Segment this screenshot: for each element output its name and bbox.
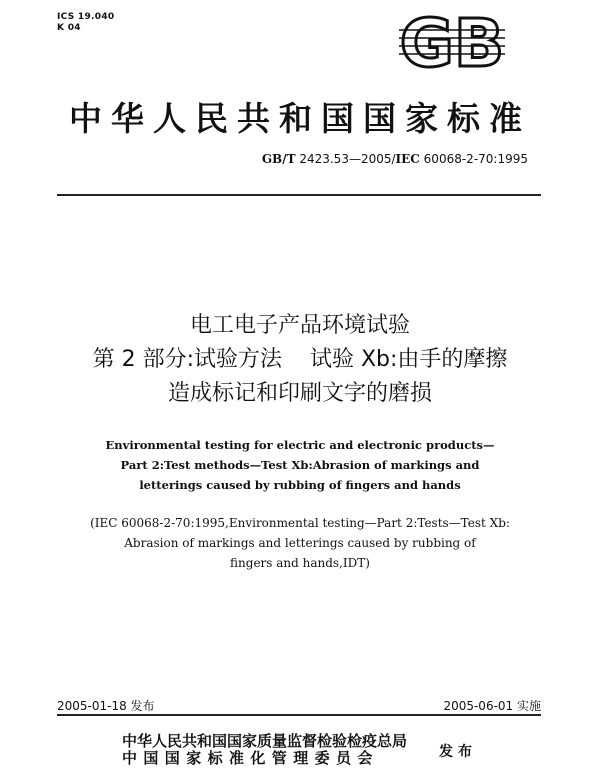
english-title-line-2: Part 2:Test methods—Test Xb:Abrasion of markings and [120, 458, 480, 472]
chinese-title [0, 309, 600, 411]
issuer-line-2: 中国国家标准化管理委员会 [122, 749, 379, 767]
issue-label: 发布 [439, 744, 477, 760]
standard-code-iec-number: 60068-2-70:1995 [419, 152, 528, 166]
issuing-authorities [122, 733, 407, 767]
national-standard-title: 中华人民共和国国家标准 [69, 99, 531, 138]
gb-logo [393, 12, 511, 74]
iec-note-line-2: Abrasion of markings and letterings caused by rubbing of [124, 536, 476, 550]
iec-note-line-3: fingers and hands,IDT) [230, 556, 370, 570]
english-title-line-1: Environmental testing for electric and electronic products— [105, 438, 495, 452]
standard-code-iec: IEC [395, 152, 420, 166]
publish-date: 2005-01-18 发布 [57, 699, 155, 713]
chinese-title-line-1: 电工电子产品环境试验 [189, 313, 410, 338]
gb-logo-text: GB [399, 12, 505, 74]
issuer-line-1: 中华人民共和国国家质量监督检验检疫总局 [122, 732, 408, 750]
classification-codes [57, 12, 114, 34]
implementation-date: 2005-06-01 实施 [443, 699, 541, 713]
top-divider [57, 194, 541, 196]
english-title-line-3: letterings caused by rubbing of fingers and hands [139, 478, 461, 492]
bottom-divider [57, 714, 541, 716]
standard-code-prefix: GB/T [261, 152, 296, 166]
iec-note-line-1: (IEC 60068-2-70:1995,Environmental testing—Part 2:Tests—Test Xb: [90, 516, 510, 530]
ccs-code: K 04 [57, 23, 81, 33]
english-title [0, 435, 600, 495]
chinese-title-line-2: 第 2 部分:试验方法 试验 Xb:由手的摩擦 [92, 347, 508, 372]
standard-code-number: 2423.53—2005/ [295, 152, 396, 166]
chinese-title-line-3: 造成标记和印刷文字的磨损 [167, 381, 432, 406]
ics-code: ICS 19.040 [57, 12, 115, 22]
iec-equivalence-note [0, 513, 600, 573]
standard-number [262, 152, 528, 166]
